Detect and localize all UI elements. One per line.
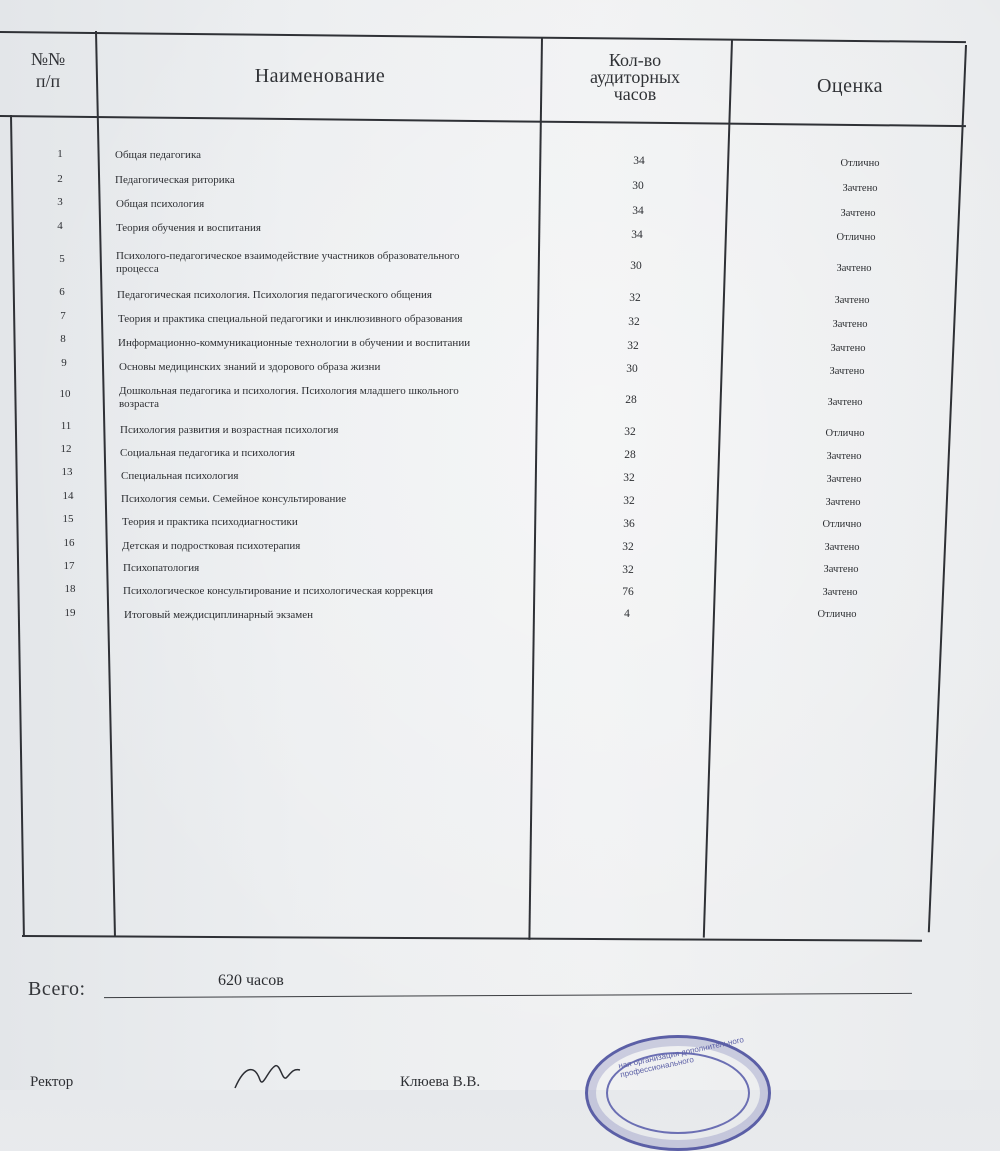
- row-num: 3: [57, 196, 63, 208]
- row-hours: 32: [624, 426, 636, 438]
- row-hours: 4: [624, 608, 630, 620]
- header-num: [18, 48, 78, 92]
- row-name: Психология развития и возрастная психология: [120, 424, 339, 436]
- header-hours: [555, 52, 715, 103]
- row-num: 9: [61, 357, 67, 369]
- row-num: 14: [62, 490, 74, 502]
- row-grade: Зачтено: [826, 474, 862, 485]
- row-name: Психопатология: [123, 562, 200, 574]
- row-name: Социальная педагогика и психология: [120, 447, 295, 459]
- row-name: Теория обучения и воспитания: [116, 222, 261, 234]
- row-grade: Зачтено: [826, 451, 862, 462]
- row-name: Теория и практика специальной педагогики и инклюзивного образования: [118, 313, 463, 325]
- footer-rector-label: Ректор: [30, 1074, 74, 1090]
- row-grade: Отлично: [825, 428, 865, 439]
- row-num: 16: [63, 537, 75, 549]
- row-grade: Зачтено: [824, 542, 860, 553]
- row-num: 17: [63, 560, 75, 572]
- row-hours: 32: [629, 292, 641, 304]
- row-name-line2: возраста: [119, 398, 160, 410]
- header-grade: Оценка: [816, 75, 884, 97]
- row-grade: Отлично: [836, 232, 876, 243]
- row-num: 7: [60, 310, 66, 322]
- header-hours-line1: Кол-во: [608, 50, 662, 70]
- row-hours: 76: [622, 586, 634, 598]
- row-hours: 34: [631, 229, 643, 241]
- row-grade: Зачтено: [829, 366, 865, 377]
- table-top-border: [0, 31, 966, 43]
- row-name: Общая психология: [116, 198, 205, 210]
- table-bottom-border: [22, 935, 922, 941]
- header-hours-line3: часов: [613, 84, 657, 104]
- row-hours: 36: [623, 518, 635, 530]
- signature: [230, 1060, 310, 1090]
- row-name: Психология семьи. Семейное консультирование: [121, 493, 347, 505]
- stamp-text: ная организация дополнительного профессионального: [617, 1035, 745, 1080]
- row-hours: 30: [630, 260, 642, 272]
- col-right-border: [928, 45, 967, 932]
- row-name-line1: Дошкольная педагогика и психология. Психология младшего школьного: [119, 385, 459, 397]
- header-hours-line2: аудиторных: [589, 67, 681, 87]
- col-divider-2: [528, 37, 542, 940]
- row-hours: 32: [623, 472, 635, 484]
- row-grade: Зачтено: [834, 295, 870, 306]
- row-grade: Зачтено: [832, 319, 868, 330]
- row-num: 6: [59, 286, 65, 298]
- stamp: [585, 1035, 771, 1151]
- total-value: 620 часов: [218, 972, 284, 989]
- row-hours: 32: [628, 316, 640, 328]
- row-hours: 28: [624, 449, 636, 461]
- total-label: Всего:: [28, 978, 86, 1000]
- row-name: Педагогическая психология. Психология педагогического общения: [117, 289, 432, 301]
- col-divider-1: [95, 31, 115, 937]
- row-hours: 34: [632, 205, 644, 217]
- col-divider-3: [703, 40, 733, 938]
- footer-name: Клюева В.В.: [400, 1074, 481, 1090]
- row-num: 19: [64, 607, 76, 619]
- header-num-line2: п/п: [35, 71, 61, 91]
- row-grade: Отлично: [817, 609, 857, 620]
- row-num: 10: [59, 388, 71, 400]
- row-num: 5: [59, 253, 65, 265]
- row-name: Общая педагогика: [115, 149, 202, 161]
- row-grade: Отлично: [822, 519, 862, 530]
- row-hours: 32: [627, 340, 639, 352]
- row-hours: 32: [623, 495, 635, 507]
- row-grade: Зачтено: [830, 343, 866, 354]
- header-name: Наименование: [254, 65, 386, 87]
- row-grade: Зачтено: [827, 397, 863, 408]
- row-name: Педагогическая риторика: [115, 174, 235, 186]
- row-name: Детская и подростковая психотерапия: [122, 540, 301, 552]
- row-grade: Зачтено: [842, 183, 878, 194]
- row-name: Психологическое консультирование и психологическая коррекция: [123, 585, 434, 597]
- row-num: 11: [60, 420, 72, 432]
- row-name: Основы медицинских знаний и здорового образа жизни: [119, 361, 381, 373]
- row-grade: Зачтено: [836, 263, 872, 274]
- header-num-line1: №№: [30, 49, 66, 69]
- row-name-line2: процесса: [116, 263, 159, 275]
- row-grade: Зачтено: [823, 564, 859, 575]
- row-num: 18: [64, 583, 76, 595]
- row-num: 15: [62, 513, 74, 525]
- row-num: 13: [61, 466, 73, 478]
- row-hours: 30: [632, 180, 644, 192]
- row-hours: 32: [622, 564, 634, 576]
- row-hours: 30: [626, 363, 638, 375]
- row-num: 2: [57, 173, 63, 185]
- total-underline: [104, 993, 912, 998]
- row-num: 12: [60, 443, 72, 455]
- row-name: [116, 250, 526, 276]
- header-bottom-border: [0, 115, 966, 127]
- row-num: 4: [57, 220, 63, 232]
- row-num: 8: [60, 333, 66, 345]
- row-name: [119, 385, 529, 411]
- row-name: Информационно-коммуникационные технологии в обучении и воспитании: [118, 337, 471, 349]
- row-grade: Зачтено: [825, 497, 861, 508]
- row-grade: Зачтено: [822, 587, 858, 598]
- row-hours: 32: [622, 541, 634, 553]
- row-grade: Зачтено: [840, 208, 876, 219]
- row-hours: 28: [625, 394, 637, 406]
- row-name: Специальная психология: [121, 470, 239, 482]
- row-grade: Отлично: [840, 158, 880, 169]
- col-left-border: [10, 115, 24, 937]
- row-num: 1: [57, 148, 63, 160]
- row-name: Теория и практика психодиагностики: [122, 516, 298, 528]
- row-name: Итоговый междисциплинарный экзамен: [124, 609, 313, 621]
- row-name-line1: Психолого-педагогическое взаимодействие участников образовательного: [116, 250, 460, 262]
- row-hours: 34: [633, 155, 645, 167]
